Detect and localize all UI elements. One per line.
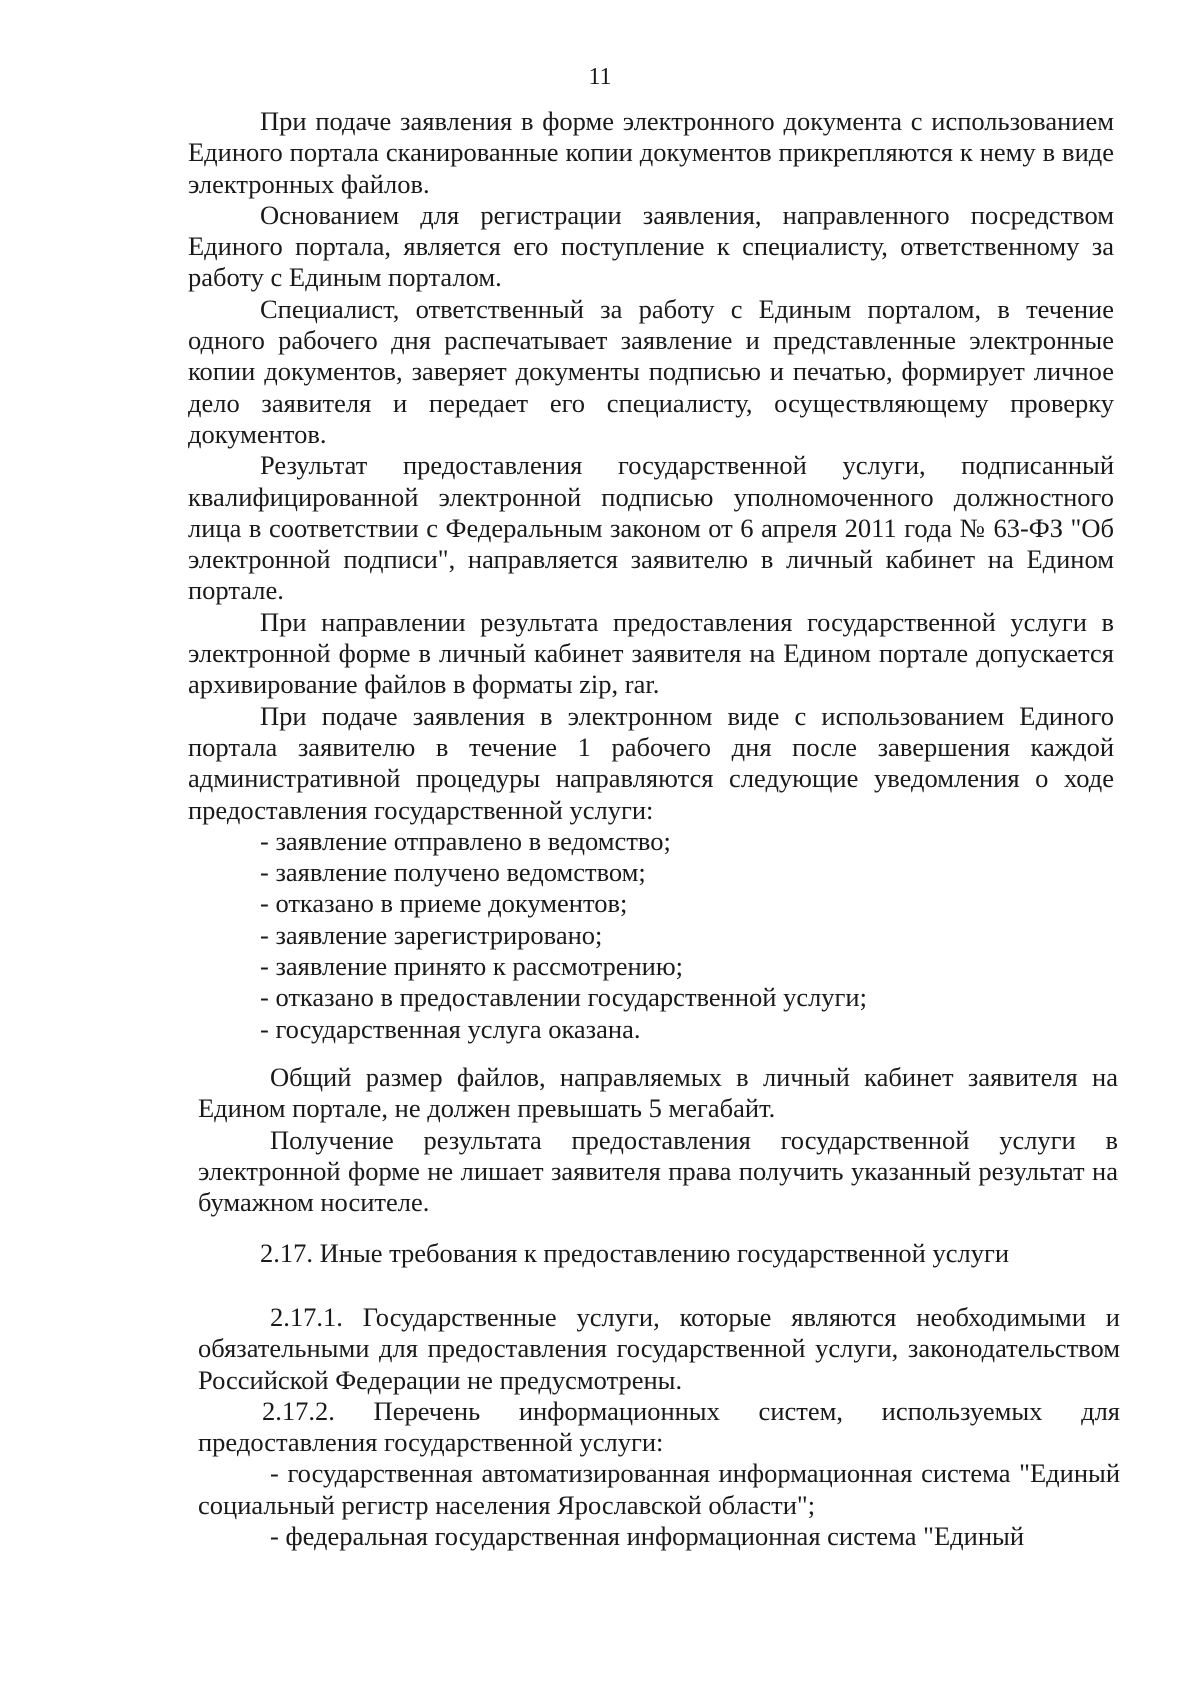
paragraph: 2.17.2. Перечень информационных систем, используемых для предоставления государственной услуги: — [198, 1395, 1120, 1458]
notification-list — [188, 826, 1114, 1045]
paragraph: - федеральная государственная информационная система "Единый — [270, 1521, 1024, 1552]
list-item: - заявление отправлено в ведомство; — [260, 825, 671, 856]
list-item: - заявление принято к рассмотрению; — [260, 951, 684, 982]
paragraph: Основанием для регистрации заявления, направленного посредством Единого портала, является его поступление к специалисту, ответственному за работу с Единым порталом. — [188, 199, 1114, 293]
paragraph: Результат предоставления государственной услуги, подписанный квалифицированной электронной подписью уполномоченного должностного лица в соответствии с Федеральным законом от 6 апреля 2011 года № 63-ФЗ "Об электронной подписи", направляется заявителю в личный кабинет на Едином портале. — [188, 450, 1114, 606]
section-heading: 2.17. Иные требования к предоставлению государственной услуги — [260, 1238, 1010, 1268]
paragraph: Общий размер файлов, направляемых в личный кабинет заявителя на Едином портале, не должен превышать 5 мегабайт. — [198, 1062, 1118, 1124]
paragraph: При направлении результата предоставления государственной услуги в электронной форме в личный кабинет заявителя на Едином портале допускается архивирование файлов в форматы zip, rar. — [188, 606, 1114, 700]
list-item: - государственная услуга оказана. — [260, 1013, 641, 1044]
section-body — [198, 1302, 1120, 1552]
paragraph: - государственная автоматизированная информационная система "Единый социальный регистр населения Ярославской области"; — [198, 1458, 1120, 1520]
page-number: 11 — [588, 64, 612, 90]
list-item: - заявление получено ведомством; — [260, 857, 646, 888]
paragraph: При подаче заявления в электронном виде с использованием Единого портала заявителю в течение 1 рабочего дня после завершения каждой административной процедуры направляются следующие уведомления о ходе предоставления государственной услуги: — [188, 700, 1114, 825]
paragraph: Специалист, ответственный за работу с Единым порталом, в течение одного рабочего дня распечатывает заявление и представленные электронные копии документов, заверяет документы подписью и печатью, формирует личное дело заявителя и передает его специалисту, осуществляющему проверку документов. — [188, 293, 1114, 449]
list-item: - отказано в предоставлении государственной услуги; — [260, 982, 867, 1013]
body-text-top — [188, 106, 1114, 1045]
paragraph: 2.17.1. Государственные услуги, которые являются необходимыми и обязательными для предоставления государственной услуги, законодательством Российской Федерации не предусмотрены. — [198, 1302, 1120, 1395]
paragraph: Получение результата предоставления государственной услуги в электронной форме не лишает заявителя права получить указанный результат на бумажном носителе. — [198, 1124, 1118, 1218]
paragraph: При подаче заявления в форме электронного документа с использованием Единого портала сканированные копии документов прикрепляются к нему в виде электронных файлов. — [188, 106, 1114, 199]
list-item: - отказано в приеме документов; — [260, 888, 628, 919]
body-text-after-list — [198, 1062, 1118, 1218]
list-item: - заявление зарегистрировано; — [260, 919, 603, 950]
